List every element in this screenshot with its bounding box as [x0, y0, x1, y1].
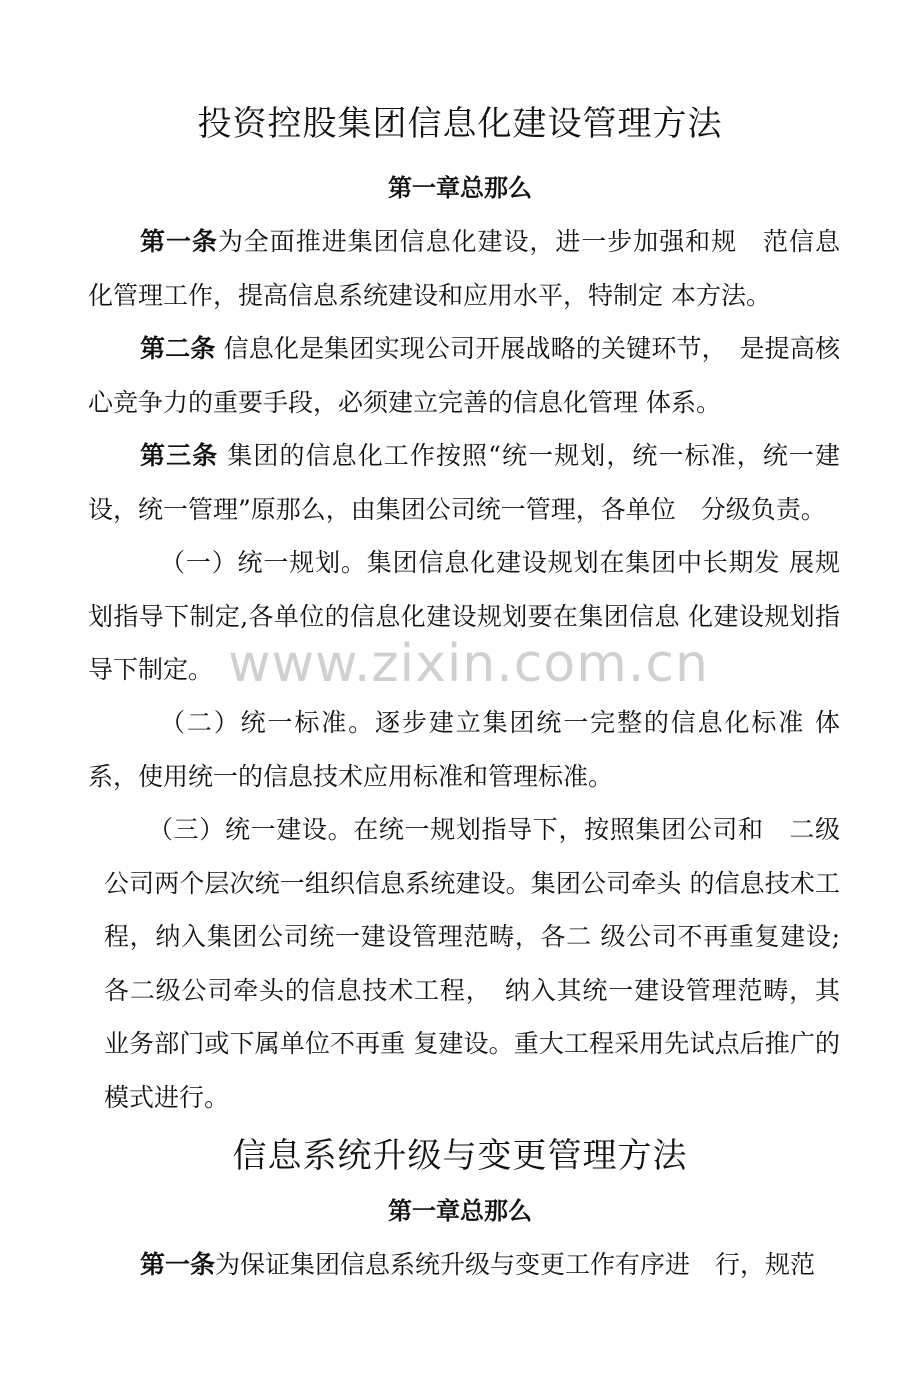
- article-label: 第三条: [140, 441, 219, 470]
- item-unified-planning: （一）统一规划。集团信息化建设规划在集团中长期发 展规划指导下制定,各单位的信息化建设规划要在集团信息 化建设规划指导下制定。: [88, 548, 840, 684]
- document-title: 投资控股集团信息化建设管理方法: [197, 104, 723, 144]
- article-1: [88, 215, 840, 322]
- chapter-heading: 第一章总那么: [388, 174, 532, 202]
- article-text: 信息化是集团实现公司开展战略的关键环节， 是提高核心竞争力的重要手段，必须建立完善的信息化管理 体系。: [88, 334, 840, 417]
- article-1-doc2: [88, 1238, 840, 1292]
- article-text: 集团的信息化工作按照“统一规划，统一标准，统一建设，统一管理”原那么，由集团公司统一管理，各单位 分级负责。: [88, 441, 840, 524]
- item-unified-construction: （三）统一建设。在统一规划指导下，按照集团公司和 二级公司两个层次统一组织信息系统建设。集团公司牵头 的信息技术工程，纳入集团公司统一建设管理范畴，各二 级公司不再重复建设; 各二级公司牵头的信息技术工程， 纳入其统一建设管理范畴，其业务部门或下属单位不再重 复建设。重大工程采用先试点后推广的模式进行。: [104, 815, 840, 1112]
- article-label: 第二条: [140, 334, 216, 363]
- watermark-text: www.zixin.com.cn: [228, 634, 709, 694]
- chapter-heading-2: 第一章总那么: [388, 1197, 532, 1225]
- article-text: 为保证集团信息系统升级与变更工作有序进 行，规范: [215, 1250, 816, 1279]
- document-title-2: 信息系统升级与变更管理方法: [232, 1136, 688, 1176]
- item-unified-standards: （二）统一标准。逐步建立集团统一完整的信息化标准 体系，使用统一的信息技术应用标准和管理标准。: [88, 708, 840, 791]
- article-3: [88, 429, 840, 536]
- article-label: 第一条: [140, 227, 218, 256]
- article-2: [88, 322, 840, 429]
- article-label: 第一条: [140, 1250, 216, 1279]
- article-text: 为全面推进集团信息化建设，进一步加强和规 范信息化管理工作，提高信息系统建设和应用水平，特制定 本方法。: [88, 227, 840, 310]
